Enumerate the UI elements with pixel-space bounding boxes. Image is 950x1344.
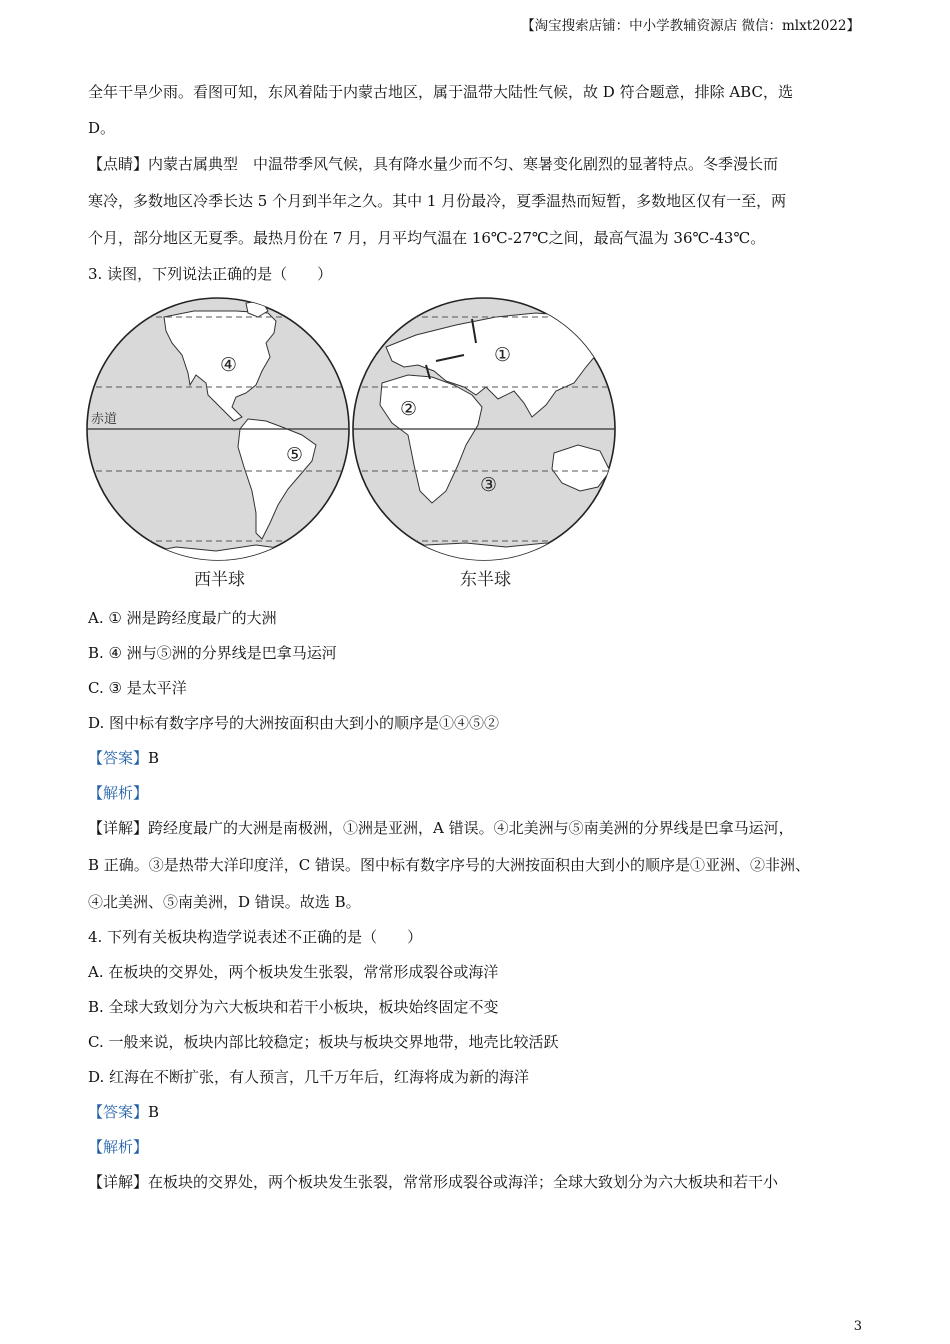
west-hemisphere-label: 西半球 — [194, 570, 245, 590]
answer-value: B — [148, 749, 160, 767]
option-a: A. 在板块的交界处，两个板块发生张裂，常常形成裂谷或海洋 — [88, 963, 499, 981]
question-3: 3. 读图，下列说法正确的是（ ） — [88, 265, 333, 283]
option-a: A. ① 洲是跨经度最广的大洲 — [88, 609, 277, 627]
detail-text: 在板块的交界处，两个板块发生张裂，常常形成裂谷或海洋；全球大致划分为六大板块和若干小 — [148, 1173, 779, 1191]
option-c: C. ③ 是太平洋 — [88, 679, 187, 697]
option-c: C. 一般来说，板块内部比较稳定；板块与板块交界地带，地壳比较活跃 — [88, 1033, 559, 1051]
marker-2: ② — [400, 398, 418, 420]
option-d: D. 图中标有数字序号的大洲按面积由大到小的顺序是①④⑤② — [88, 714, 500, 732]
equator-label: 赤道 — [91, 412, 118, 427]
analysis-line — [88, 1137, 148, 1157]
detail-tag: 【详解】 — [88, 819, 149, 837]
text-line: 个月，部分地区无夏季。最热月份在 7 月，月平均气温在 16℃-27℃之间，最高气温为 36℃-43℃。 — [88, 229, 766, 247]
page-header: 【淘宝搜索店铺：中小学教辅资源店 微信：mlxt2022】 — [521, 18, 860, 34]
question-4: 4. 下列有关板块构造学说表述不正确的是（ ） — [88, 928, 423, 946]
antarctica-east-land — [386, 543, 586, 565]
analysis-tag: 【解析】 — [88, 784, 149, 802]
option-b: B. 全球大致划分为六大板块和若干小板块，板块始终固定不变 — [88, 998, 499, 1016]
tip-text: 内蒙古属典型 中温带季风气候，具有降水量少而不匀、寒暑变化剧烈的显著特点。冬季漫长而 — [148, 155, 779, 173]
marker-3: ③ — [480, 474, 498, 496]
text-line: D。 — [88, 119, 116, 137]
detail-line: B 正确。③是热带大洋印度洋，C 错误。图中标有数字序号的大洲按面积由大到小的顺序是①亚洲、②非洲、 — [88, 856, 811, 874]
answer-line — [88, 748, 159, 768]
marker-1: ① — [494, 344, 512, 366]
tip-tag: 【点睛】 — [88, 155, 149, 173]
hemisphere-map-svg — [86, 295, 626, 595]
answer-value: B — [148, 1103, 160, 1121]
tip-line — [88, 154, 778, 174]
detail-text: 跨经度最广的大洲是南极洲，①洲是亚洲，A 错误。④北美洲与⑤南美洲的分界线是巴拿马运河， — [148, 819, 794, 837]
detail-tag: 【详解】 — [88, 1173, 149, 1191]
hemisphere-map — [86, 295, 626, 595]
option-b: B. ④ 洲与⑤洲的分界线是巴拿马运河 — [88, 644, 337, 662]
eastern-hemisphere — [352, 298, 616, 590]
analysis-tag: 【解析】 — [88, 1138, 149, 1156]
answer-line — [88, 1102, 159, 1122]
detail-line — [88, 818, 794, 838]
marker-4: ④ — [220, 354, 238, 376]
text-line: 寒冷，多数地区冷季长达 5 个月到半年之久。其中 1 月份最冷，夏季温热而短暂，多数地区仅有一至，两 — [88, 192, 787, 210]
marker-5: ⑤ — [286, 444, 304, 466]
detail-line: ④北美洲、⑤南美洲，D 错误。故选 B。 — [88, 893, 361, 911]
option-d: D. 红海在不断扩张，有人预言，几千万年后，红海将成为新的海洋 — [88, 1068, 530, 1086]
answer-tag: 【答案】 — [88, 1103, 149, 1121]
east-hemisphere-label: 东半球 — [460, 570, 511, 590]
page-number: 3 — [853, 1319, 862, 1334]
analysis-line — [88, 783, 148, 803]
text-line: 全年干旱少雨。看图可知，东风着陆于内蒙古地区，属于温带大陆性气候，故 D 符合题意，排除 ABC，选 — [88, 83, 793, 101]
detail-line — [88, 1172, 778, 1192]
western-hemisphere — [86, 298, 356, 590]
answer-tag: 【答案】 — [88, 749, 149, 767]
